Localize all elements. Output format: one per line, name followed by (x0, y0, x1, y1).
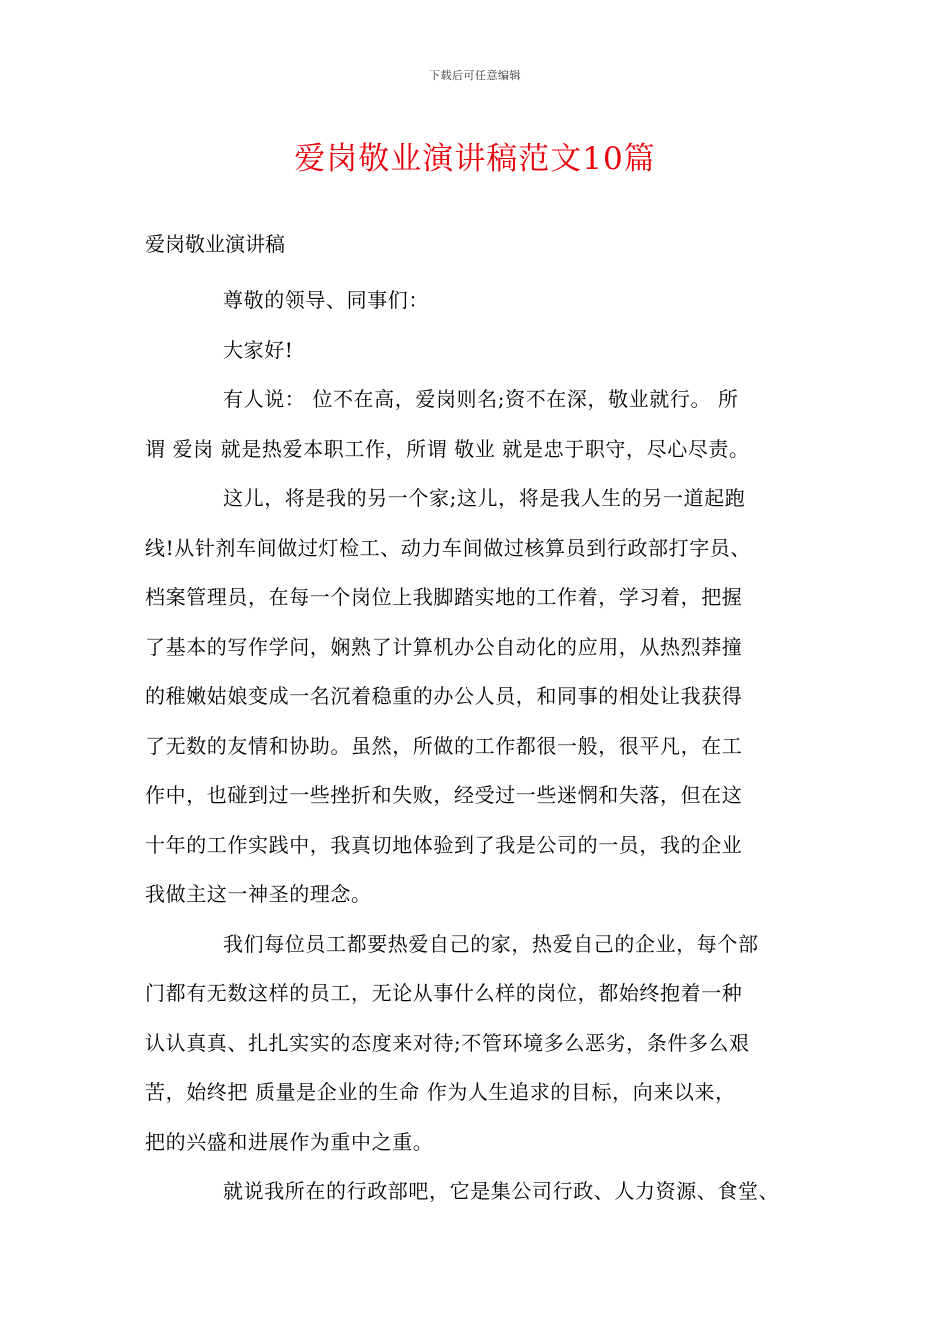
paragraph-line: 的稚嫩姑娘变成一名沉着稳重的办公人员，和同事的相处让我获得 (145, 684, 743, 708)
paragraph-line: 线!从针剂车间做过灯检工、动力车间做过核算员到行政部打字员、 (145, 535, 752, 560)
paragraph (145, 474, 825, 920)
paragraph (145, 276, 825, 326)
paragraph-line: 把的兴盛和进展作为重中之重。 (145, 1129, 434, 1154)
paragraph (145, 920, 825, 1168)
paragraph-line: 苦，始终把 质量是企业的生命 作为人生追求的目标，向来以来， (145, 1080, 736, 1104)
paragraph-line: 了无数的友情和协助。虽然，所做的工作都很一般，很平凡，在工 (145, 733, 743, 758)
header-note: 下载后可任意编辑 (429, 69, 521, 82)
document-subtitle: 爱岗敬业演讲稿 (145, 232, 285, 256)
document-body (145, 226, 825, 1217)
paragraph-line: 谓 爱岗 就是热爱本职工作，所谓 敬业 就是忠于职守，尽心尽责。 (145, 436, 750, 461)
paragraph-line: 十年的工作实践中，我真切地体验到了我是公司的一员，我的企业 (145, 832, 743, 857)
document-title: 爱岗敬业演讲稿范文10篇 (294, 141, 656, 177)
paragraph-line: 尊敬的领导、同事们： (223, 288, 429, 312)
paragraph-line: 作中，也碰到过一些挫折和失败，经受过一些迷惘和失落，但在这 (145, 783, 743, 807)
paragraph-line: 我做主这一神圣的理念。 (145, 882, 372, 906)
paragraph-list (145, 276, 825, 1217)
paragraph-line: 了基本的写作学问，娴熟了计算机办公自动化的应用，从热烈莽撞 (145, 634, 743, 659)
paragraph (145, 1167, 825, 1217)
paragraph-line: 认认真真、扎扎实实的态度来对待;不管环境多么恶劣，条件多么艰 (145, 1030, 750, 1055)
paragraph-line: 这儿，将是我的另一个家;这儿，将是我人生的另一道起跑 (223, 486, 746, 510)
paragraph-line: 大家好! (223, 337, 294, 362)
paragraph-line: 就说我所在的行政部吧，它是集公司行政、人力资源、食堂、 (223, 1179, 780, 1203)
paragraph-line: 门都有无数这样的员工，无论从事什么样的岗位，都始终抱着一种 (145, 981, 743, 1005)
paragraph (145, 375, 825, 474)
paragraph-line: 我们每位员工都要热爱自己的家，热爱自己的企业，每个部 (223, 931, 759, 956)
paragraph-line: 档案管理员，在每一个岗位上我脚踏实地的工作着，学习着，把握 (145, 585, 743, 609)
paragraph (145, 326, 825, 376)
paragraph-line: 有人说： 位不在高，爱岗则名;资不在深，敬业就行。 所 (223, 387, 739, 411)
